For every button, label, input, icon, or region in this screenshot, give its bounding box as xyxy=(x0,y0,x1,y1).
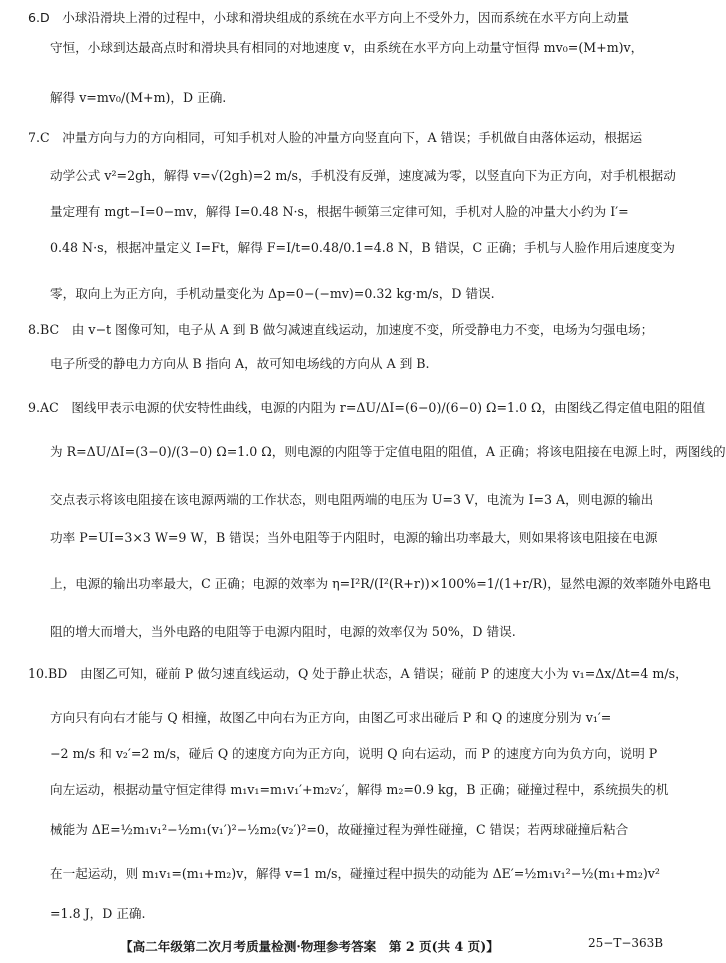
answer-7-line-5: 零，取向上为正方向，手机动量变化为 Δp=0−(−mv)=0.32 kg·m/s，D 错误. xyxy=(50,286,495,301)
answer-9-line-5: 上，电源的输出功率最大，C 正确；电源的效率为 η=I²R/(I²(R+r))×100%=1/(1+r/R)，显然电源的效率随外电路电 xyxy=(50,576,711,591)
answer-9-line-4: 功率 P=UI=3×3 W=9 W，B 错误；当外电阻等于内阻时，电源的输出功率最大，则如果将该电阻接在电源 xyxy=(50,530,658,545)
answer-7-line-1: 7.C 冲量方向与力的方向相同，可知手机对人脸的冲量方向竖直向下，A 错误；手机做自由落体运动，根据运 xyxy=(28,130,643,145)
answer-10-line-2: 方向只有向右才能与 Q 相撞，故图乙中向右为正方向，由图乙可求出碰后 P 和 Q 的速度分别为 v₁′= xyxy=(50,710,612,725)
answer-6-line-1: 6.D 小球沿滑块上滑的过程中，小球和滑块组成的系统在水平方向上不受外力，因而系统在水平方向上动量 xyxy=(28,10,630,25)
answer-7-line-3: 量定理有 mgt−I=0−mv，解得 I=0.48 N·s，根据牛顿第三定律可知，手机对人脸的冲量大小约为 I′= xyxy=(50,204,629,219)
document-code: 25−T−363B xyxy=(588,936,664,950)
answer-10-line-6: 在一起运动，则 m₁v₁=(m₁+m₂)v，解得 v=1 m/s，碰撞过程中损失的动能为 ΔE′=½m₁v₁²−½(m₁+m₂)v² xyxy=(50,866,660,881)
answer-10-line-3: −2 m/s 和 v₂′=2 m/s，碰后 Q 的速度方向为正方向，说明 Q 向右运动，而 P 的速度方向为负方向，说明 P xyxy=(50,746,658,761)
answer-8-line-1: 8.BC 由 v−t 图像可知，电子从 A 到 B 做匀减速直线运动，加速度不变，所受静电力不变，电场为匀强电场； xyxy=(28,322,654,337)
answer-10-line-5: 械能为 ΔE=½m₁v₁²−½m₁(v₁′)²−½m₂(v₂′)²=0，故碰撞过程为弹性碰撞，C 错误；若两球碰撞后粘合 xyxy=(50,822,629,837)
answer-7-line-4: 0.48 N·s，根据冲量定义 I=Ft，解得 F=I/t=0.48/0.1=4.8 N，B 错误，C 正确；手机与人脸作用后速度变为 xyxy=(50,240,676,255)
answer-9-line-3: 交点表示将该电阻接在该电源两端的工作状态，则电阻两端的电压为 U=3 V，电流为 I=3 A，则电源的输出 xyxy=(50,492,654,507)
answer-6-line-2: 守恒，小球到达最高点时和滑块具有相同的对地速度 v，由系统在水平方向上动量守恒得 mv₀=(M+m)v， xyxy=(50,40,644,55)
answer-8-line-2: 电子所受的静电力方向从 B 指向 A，故可知电场线的方向从 A 到 B. xyxy=(50,356,430,371)
answer-6-line-3: 解得 v=mv₀/(M+m)，D 正确. xyxy=(50,90,227,105)
answer-10-line-1: 10.BD 由图乙可知，碰前 P 做匀速直线运动，Q 处于静止状态，A 错误；碰前 P 的速度大小为 v₁=Δx/Δt=4 m/s， xyxy=(28,666,688,681)
answer-10-line-7: =1.8 J，D 正确. xyxy=(50,906,146,921)
answer-10-line-4: 向左运动，根据动量守恒定律得 m₁v₁=m₁v₁′+m₂v₂′，解得 m₂=0.9 kg，B 正确；碰撞过程中，系统损失的机 xyxy=(50,782,669,797)
answer-7-line-2: 动学公式 v²=2gh，解得 v=√(2gh)=2 m/s，手机没有反弹，速度减为零，以竖直向下为正方向，对手机根据动 xyxy=(50,168,676,183)
answer-9-line-2: 为 R=ΔU/ΔI=(3−0)/(3−0) Ω=1.0 Ω，则电源的内阻等于定值电阻的阻值，A 正确；将该电阻接在电源上时，两图线的 xyxy=(50,444,726,459)
answer-9-line-6: 阻的增大而增大，当外电路的电阻等于电源内阻时，电源的效率仅为 50%，D 错误. xyxy=(50,624,516,639)
answer-9-line-1: 9.AC 图线甲表示电源的伏安特性曲线，电源的内阻为 r=ΔU/ΔI=(6−0)/(6−0) Ω=1.0 Ω，由图线乙得定值电阻的阻值 xyxy=(28,400,706,415)
page-footer: 【高二年级第二次月考质量检测·物理参考答案 第 2 页(共 4 页)】 xyxy=(120,939,499,954)
